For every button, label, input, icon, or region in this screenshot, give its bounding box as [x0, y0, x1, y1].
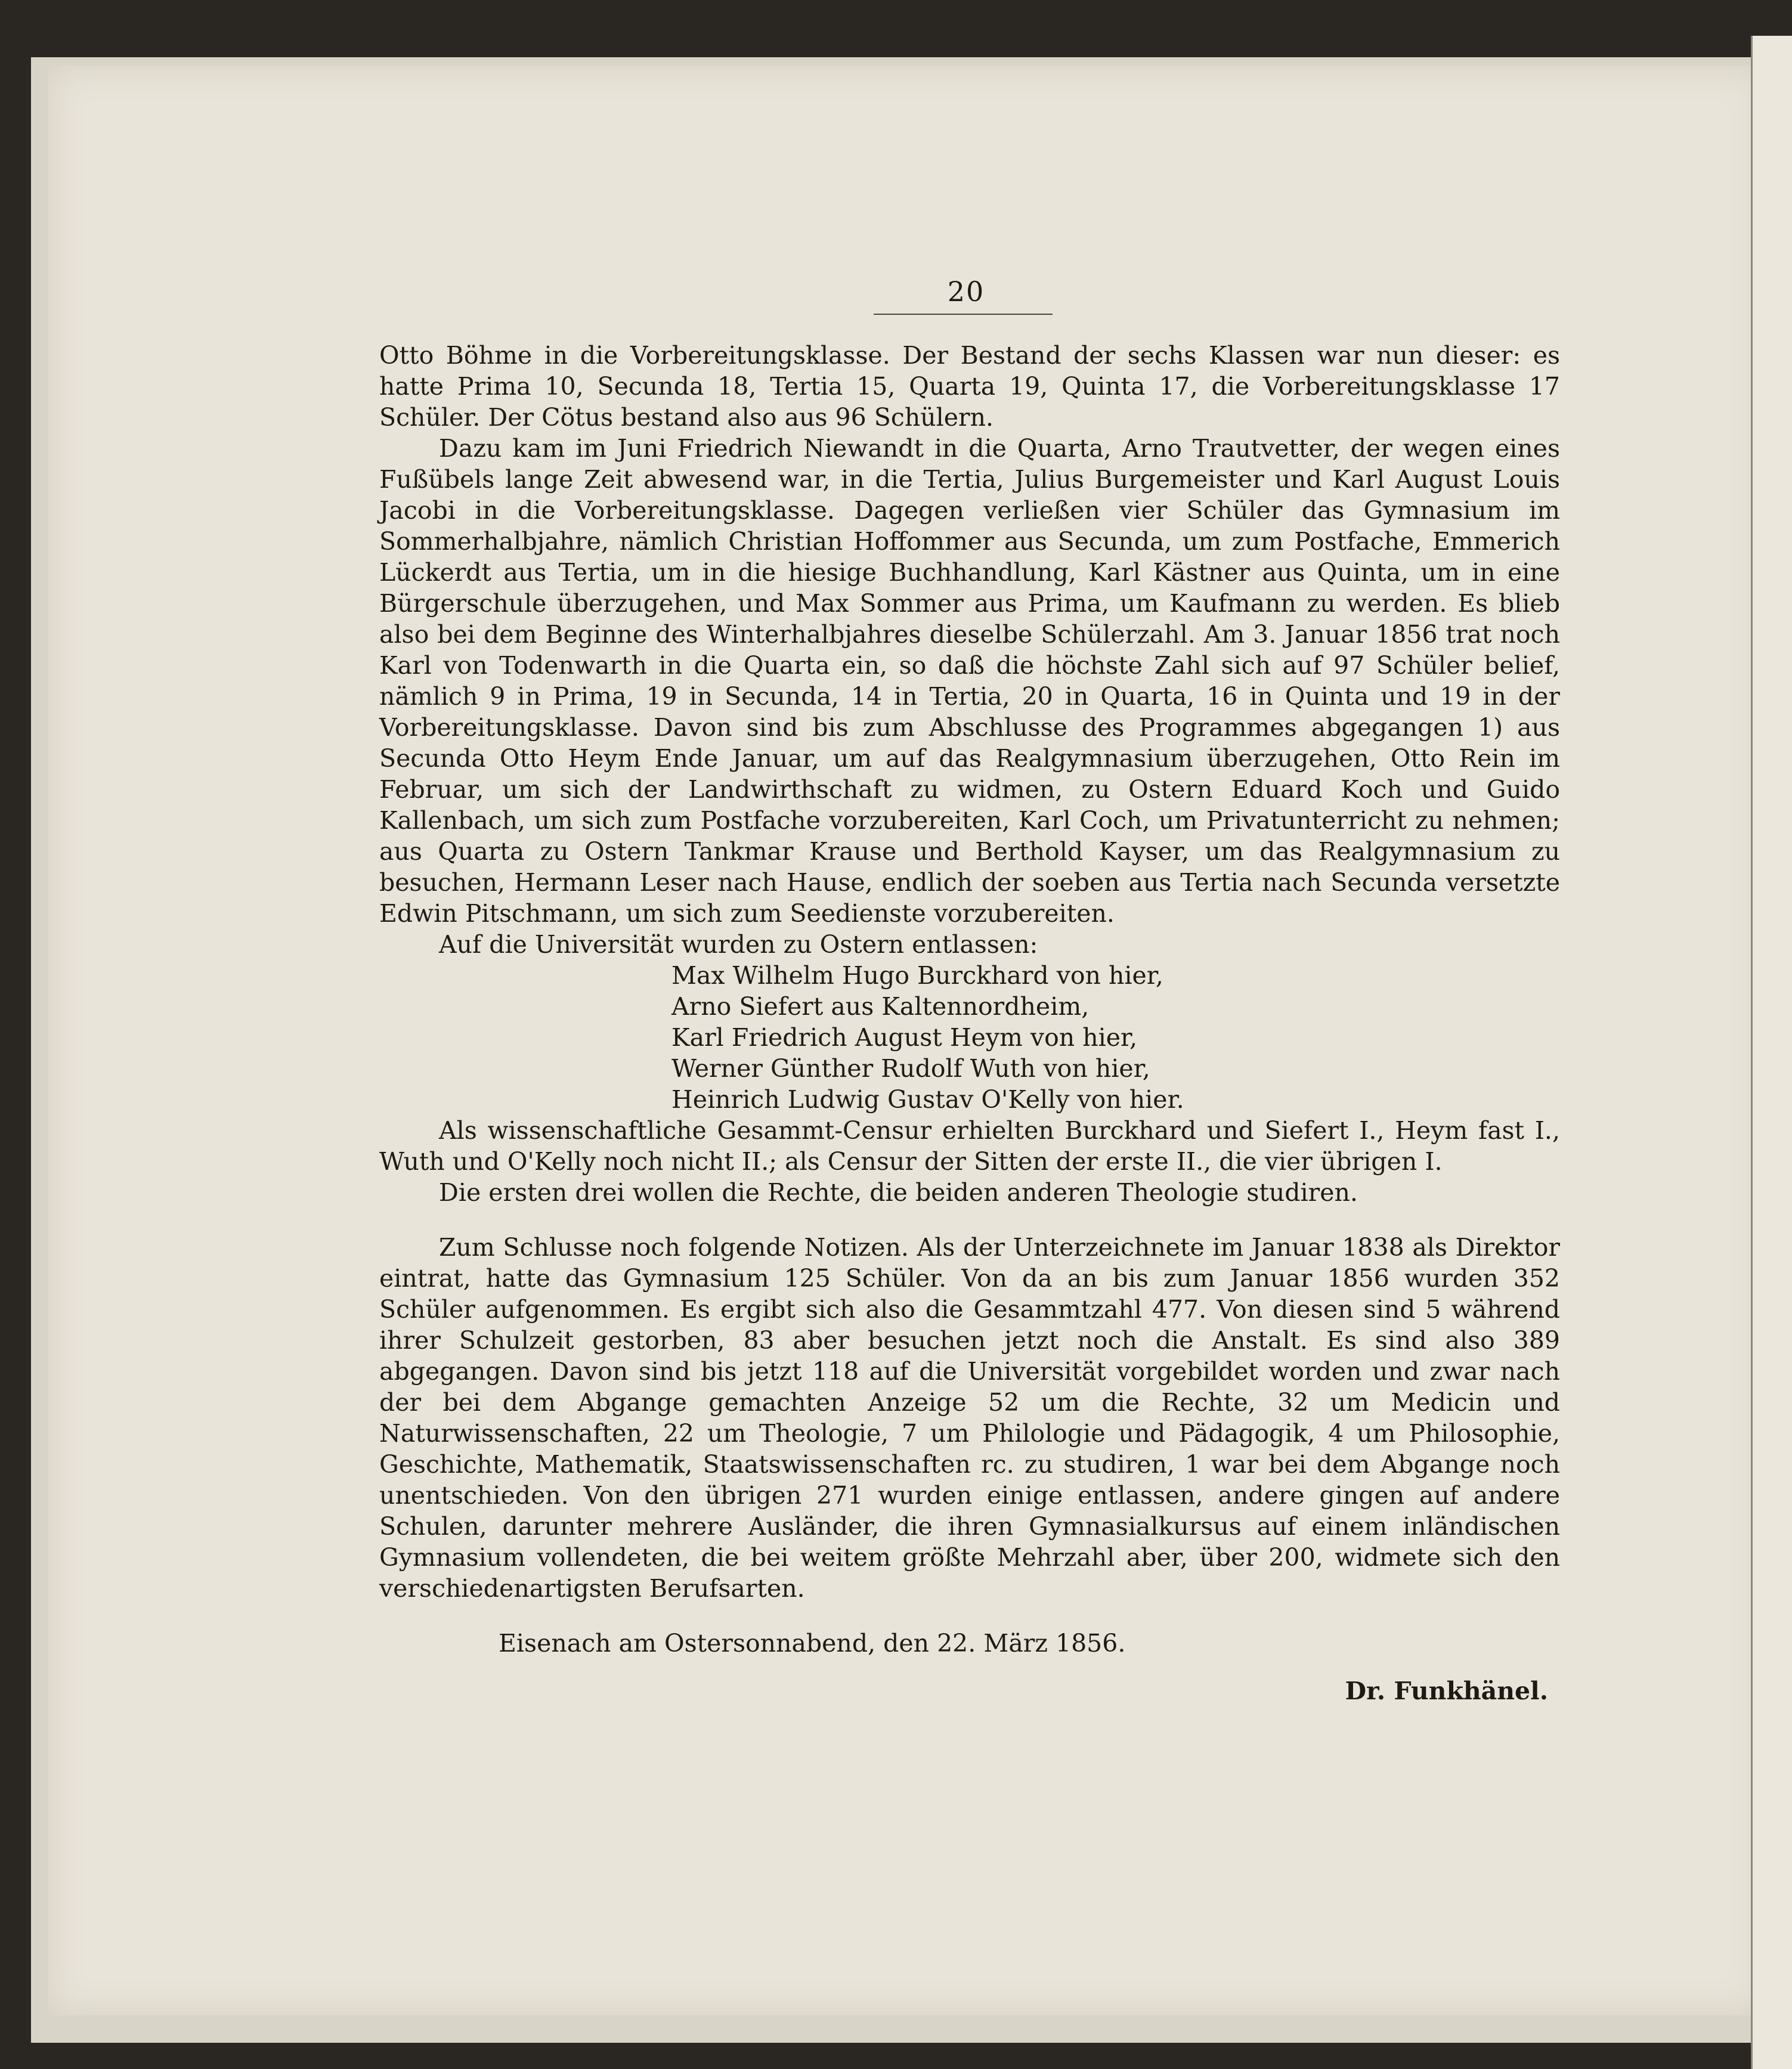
body-text	[379, 340, 1560, 1706]
paragraph-studies: Die ersten drei wollen die Rechte, die beiden anderen Theologie studiren.	[439, 1178, 1358, 1207]
signature: Dr. Funkhänel.	[1345, 1677, 1548, 1705]
page-number-rule	[874, 314, 1053, 315]
paragraph-student-changes: Dazu kam im Juni Friedrich Niewandt in die Quarta, Arno Trautvetter, der wegen eines Fußübels lange Zeit abwesend war, in die Tertia, Julius Burgemeister und Karl August Louis Jacobi in die Vorbereitungsklasse. Dagegen verließen vier Schüler das Gymnasium im Sommerhalbjahre, nämlich Christian Hoffommer aus Secunda, um zum Postfache, Emmerich Lückerdt aus Tertia, um in die hiesige Buchhandlung, Karl Kästner aus Quinta, um in eine Bürgerschule überzugehen, und Max Sommer aus Prima, um Kaufmann zu werden. Es blieb also bei dem Beginne des Winterhalbjahres dieselbe Schülerzahl. Am 3. Januar 1856 trat noch Karl von Todenwarth in die Quarta ein, so daß die höchste Zahl sich auf 97 Schüler belief, nämlich 9 in Prima, 19 in Secunda, 14 in Tertia, 20 in Quarta, 16 in Quinta und 19 in der Vorbereitungsklasse. Davon sind bis zum Abschlusse des Programmes abgegangen 1) aus Secunda Otto Heym Ende Januar, um auf das Realgymnasium überzugehen, Otto Rein im Februar, um sich der Landwirthschaft zu widmen, zu Ostern Eduard Koch und Guido Kallenbach, um sich zum Postfache vorzubereiten, Karl Coch, um Privatunterricht zu nehmen; aus Quarta zu Ostern Tankmar Krause und Berthold Kayser, um das Realgymnasium zu besuchen, Hermann Leser nach Hause, endlich der soeben aus Tertia nach Secunda versetzte Edwin Pitschmann, um sich zum Seedienste vorzubereiten.	[379, 434, 1560, 928]
list-item: Werner Günther Rudolf Wuth von hier,	[671, 1054, 1150, 1083]
paragraph-closing-notes: Zum Schlusse noch folgende Notizen. Als der Unterzeichnete im Januar 1838 als Direktor eintrat, hatte das Gymnasium 125 Schüler. Von da an bis zum Januar 1856 wurden 352 Schüler aufgenommen. Es ergibt sich also die Gesammtzahl 477. Von diesen sind 5 während ihrer Schulzeit gestorben, 83 aber besuchen jetzt noch die Anstalt. Es sind also 389 abgegangen. Davon sind bis jetzt 118 auf die Universität vorgebildet worden und zwar nach der bei dem Abgange gemachten Anzeige 52 um die Rechte, 32 um Medicin und Naturwissenschaften, 22 um Theologie, 7 um Philologie und Pädagogik, 4 um Philosophie, Geschichte, Mathematik, Staatswissenschaften rc. zu studiren, 1 war bei dem Abgange noch unentschieden. Von den übrigen 271 wurden einige entlassen, andere gingen auf andere Schulen, darunter mehrere Ausländer, die ihren Gymnasialkursus auf einem inländischen Gymnasium vollendeten, die bei weitem größte Mehrzahl aber, über 200, widmete sich den verschiedenartigsten Berufsarten.	[379, 1233, 1560, 1603]
adjacent-page-edge	[1751, 36, 1792, 2069]
list-item: Karl Friedrich August Heym von hier,	[671, 1023, 1138, 1052]
page-number: 20	[947, 275, 985, 308]
graduate-list	[379, 960, 1560, 1115]
list-item: Arno Siefert aus Kaltennordheim,	[671, 992, 1090, 1021]
place-date: Eisenach am Ostersonnabend, den 22. März 1856.	[499, 1629, 1126, 1658]
paragraph-censur: Als wissenschaftliche Gesammt-Censur erhielten Burckhard und Siefert I., Heym fast I., Wuth und O'Kelly noch nicht II.; als Censur der Sitten der erste II., die vier übrigen I.	[379, 1116, 1560, 1176]
paragraph-university-intro: Auf die Universität wurden zu Ostern entlassen:	[439, 930, 1038, 959]
paragraph-class-count: Otto Böhme in die Vorbereitungsklasse. Der Bestand der sechs Klassen war nun dieser: es hatte Prima 10, Secunda 18, Tertia 15, Quarta 19, Quinta 17, die Vorbereitungsklasse 17 Schüler. Der Cötus bestand also aus 96 Schülern.	[379, 341, 1560, 432]
list-item: Max Wilhelm Hugo Burckhard von hier,	[671, 961, 1163, 990]
list-item: Heinrich Ludwig Gustav O'Kelly von hier.	[671, 1085, 1184, 1114]
